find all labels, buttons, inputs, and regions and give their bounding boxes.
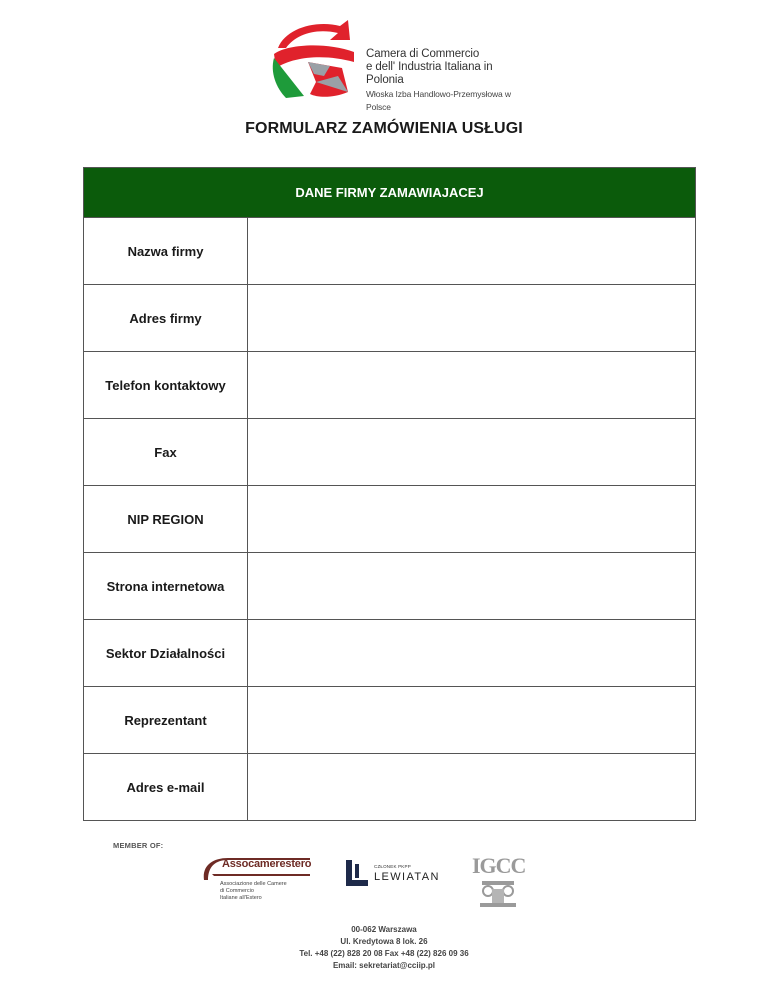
field-label-website: Strona internetowa [84, 553, 248, 620]
footer-phone-fax: Tel. +48 (22) 828 20 08 Fax +48 (22) 826 09 36 [299, 949, 469, 958]
form-row [84, 620, 696, 687]
field-value-nip-region[interactable] [248, 486, 696, 553]
page-title: FORMULARZ ZAMÓWIENIA USŁUGI [245, 120, 523, 137]
field-label-nip-region: NIP REGION [84, 486, 248, 553]
form-row [84, 754, 696, 821]
assocamerestero-name: Assocamerestero [222, 858, 312, 870]
org-name-line3: Włoska Izba Handlowo-Przemysłowa w Polsce [366, 89, 511, 112]
field-label-company-address: Adres firmy [84, 285, 248, 352]
assocamerestero-sub2: di Commercio [220, 888, 254, 894]
lewiatan-small-text: CZŁONEK PKPP [374, 864, 411, 869]
igcc-name: IGCC [472, 853, 526, 878]
assocamerestero-logo [198, 856, 316, 910]
footer-city: 00-062 Warszawa [351, 925, 417, 934]
footer-address [0, 924, 768, 972]
igcc-column-icon [476, 881, 520, 909]
chamber-logo [268, 18, 528, 112]
field-label-phone: Telefon kontaktowy [84, 352, 248, 419]
section-header: DANE FIRMY ZAMAWIAJACEJ [84, 168, 696, 218]
form-row [84, 285, 696, 352]
field-label-email: Adres e-mail [84, 754, 248, 821]
footer-email: Email: sekretariat@cciip.pl [332, 961, 436, 970]
field-label-fax: Fax [84, 419, 248, 486]
field-value-email[interactable] [248, 754, 696, 821]
field-value-phone[interactable] [248, 352, 696, 419]
assocamerestero-sub1: Associazione delle Camere [220, 881, 287, 887]
field-value-sector[interactable] [248, 620, 696, 687]
section-header-row [84, 168, 696, 218]
org-name-line1: Camera di Commercio [366, 48, 480, 60]
chamber-logo-mark-icon [268, 18, 360, 102]
footer-street: Ul. Kredytowa 8 lok. 26 [340, 937, 428, 946]
lewiatan-logo [344, 858, 444, 892]
field-value-website[interactable] [248, 553, 696, 620]
lewiatan-mark-icon [344, 858, 370, 890]
form-row [84, 352, 696, 419]
order-form-table [83, 167, 696, 821]
lewiatan-name: LEWIATAN [374, 871, 440, 883]
igcc-logo [470, 853, 526, 911]
field-value-fax[interactable] [248, 419, 696, 486]
field-value-company-address[interactable] [248, 285, 696, 352]
field-label-representative: Reprezentant [84, 687, 248, 754]
assocamerestero-sub3: Italiane all'Estero [220, 895, 262, 901]
member-of-label: MEMBER OF: [113, 841, 164, 850]
form-row [84, 553, 696, 620]
field-label-company-name: Nazwa firmy [84, 218, 248, 285]
form-row [84, 687, 696, 754]
field-label-sector: Sektor Działalności [84, 620, 248, 687]
form-row [84, 486, 696, 553]
org-name-line2: e dell' Industria Italiana in Polonia [366, 61, 493, 86]
form-row [84, 419, 696, 486]
form-row [84, 218, 696, 285]
field-value-representative[interactable] [248, 687, 696, 754]
field-value-company-name[interactable] [248, 218, 696, 285]
